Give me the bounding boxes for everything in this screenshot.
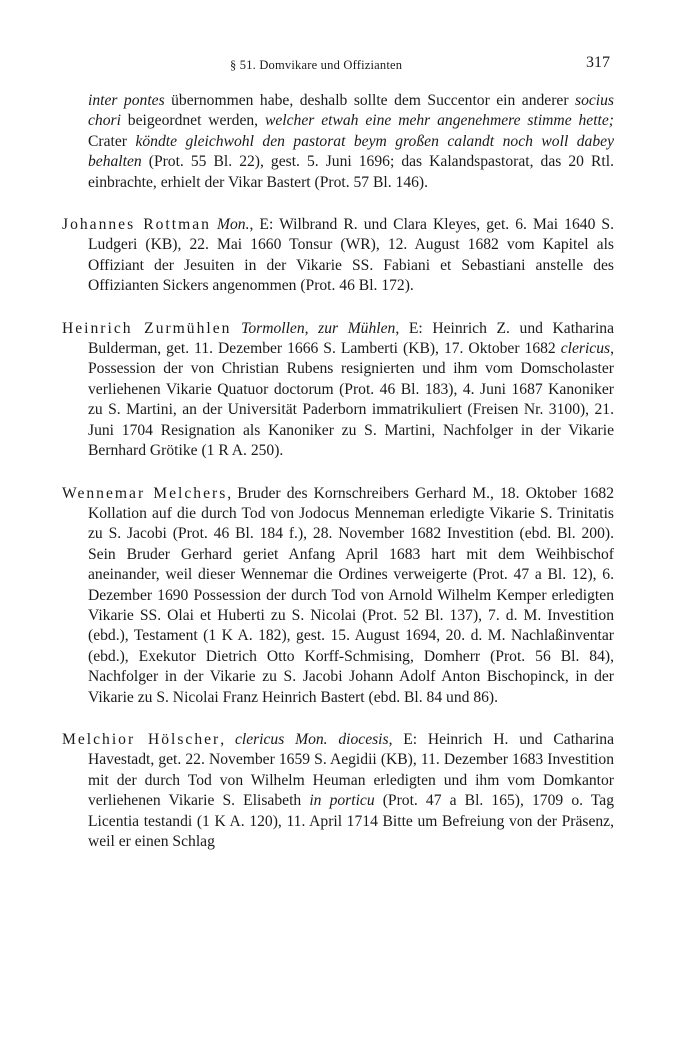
body-text: beigeordnet werden, xyxy=(120,112,265,130)
body-text: (Prot. 47 a Bl. 165), 1709 o. Tag Licentia testandi (1 K A. 120), 11. April 1714 Bitte um Befreiung von der Präsenz, weil er einen Schlag xyxy=(88,792,614,850)
italic-text: welcher etwah eine mehr angenehmere stimme hette; xyxy=(264,112,614,130)
italic-text: köndte gleichwohl den pastorat beym großen calandt noch woll dabey behalten xyxy=(88,132,614,171)
italic-text: in porticu xyxy=(309,792,375,810)
body-text: übernommen habe, deshalb sollte dem Succentor ein anderer xyxy=(164,92,575,109)
running-head: § 51. Domvikare und Offizianten xyxy=(230,58,403,72)
continued-paragraph xyxy=(62,91,614,193)
italic-text: clericus xyxy=(560,340,611,358)
body-text: , Bruder des Kornschreibers Gerhard M., 18. Oktober 1682 Kollation auf die durch Tod von Jodocus Menneman erledigte Vikarie S. Trinitatis zu S. Jacobi (Prot. 46 Bl. 184 f.), 28. November 1682 Investition (ebd. Bl. 200). Sein Bruder Gerhard geriet Anfang April 1683 hart mit dem Weihbischof aneinander, weil dieser Wennemar die Ordines verweigerte (Prot. 47 a Bl. 12), 6. Dezember 1690 Possession der durch Tod von Arnold Wilhelm Kemper erledigten Vikarie SS. Olai et Huberti zu S. Nicolai (Prot. 52 Bl. 137), 7. d. M. Investition (ebd.), Testament (1 K A. 182), gest. 15. August 1694, 20. d. M. Nachlaßinventar (ebd.), Exekutor Dietrich Otto Korff-Schmising, Domherr (Prot. 56 Bl. 84), Nachfolger in der Vikarie zu S. Jacobi Johann Adolf Anton Bischopinck, in der Vikarie zu S. Nicolai Franz Heinrich Bastert (ebd. Bl. 84 und 86). xyxy=(88,484,614,706)
person-name: Melchior Hölscher xyxy=(62,730,221,748)
entry-paragraph xyxy=(62,319,614,462)
body-text: , E: Wilbrand R. und Clara Kleyes, get. 6. Mai 1640 S. Ludgeri (KB), 22. Mai 1660 Tonsur (WR), 12. August 1682 vom Kapitel als Offiziant der Jesuiten in der Vikarie SS. Fabiani et Sebastiani anstelle des Offizianten Sickers angenommen (Prot. 46 Bl. 172). xyxy=(88,216,614,295)
page-header xyxy=(62,54,610,76)
page-body xyxy=(62,91,614,874)
body-text: (Prot. 55 Bl. 22), gest. 5. Juni 1696; das Kalandspastorat, das 20 Rtl. einbrachte, erhielt der Vikar Bastert (Prot. 57 Bl. 146). xyxy=(88,153,614,191)
person-name: Heinrich Zurmühlen xyxy=(62,319,232,337)
entry-paragraph xyxy=(62,484,614,708)
italic-text: socius chori xyxy=(88,92,614,130)
italic-text: inter pontes xyxy=(88,92,165,109)
entry-paragraph xyxy=(62,730,614,852)
body-text: , Possession der von Christian Rubens resignierten und ihm vom Domscholaster verliehenen Vikarie Quatuor doctorum (Prot. 46 Bl. 183), 4. Juni 1687 Kanoniker zu S. Martini, an der Universität Paderborn immatrikuliert (Freisen Nr. 3100), 21. Juni 1704 Resignation als Kanoniker zu S. Martini, Nachfolger in der Vikarie Bernhard Grötike (1 R A. 250). xyxy=(88,340,614,460)
body-text: , xyxy=(220,730,235,748)
body-text: , E: Heinrich H. und Catharina Havestadt, get. 22. November 1659 S. Aegidii (KB), 11. Dezember 1683 Investition mit der durch Tod von Wilhelm Heuman erledigten und ihm vom Domkantor verliehenen Vikarie S. Elisabeth xyxy=(88,730,614,810)
person-name: Johannes Rottman xyxy=(62,216,211,234)
body-text: , E: Heinrich Z. und Katharina Bulderman, get. 11. Dezember 1666 S. Lamberti (KB), 17. Oktober 1682 xyxy=(88,319,615,358)
italic-text: Mon. xyxy=(217,216,250,234)
page-number: 317 xyxy=(586,54,610,71)
italic-text: Tormollen, zur Mühlen xyxy=(241,319,396,337)
italic-text: clericus Mon. diocesis xyxy=(234,730,389,748)
body-text xyxy=(231,320,241,337)
body-text: Crater xyxy=(88,132,136,150)
entry-paragraph xyxy=(62,215,614,297)
person-name: Wennemar Melchers xyxy=(62,484,228,502)
